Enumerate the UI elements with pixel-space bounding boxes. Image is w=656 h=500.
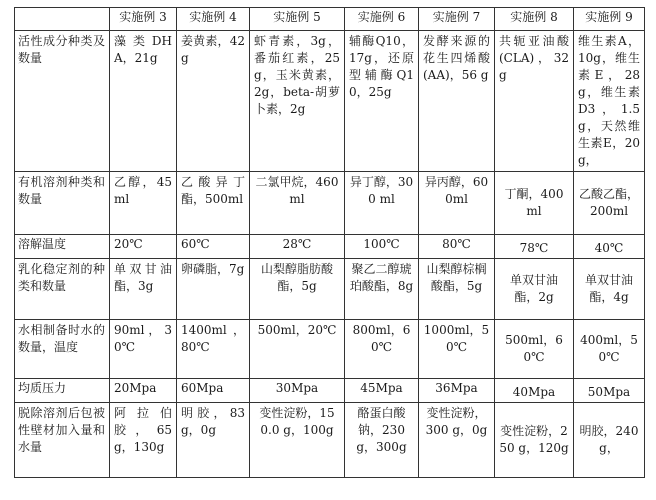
row-label: 有机溶剂种类和数量 bbox=[15, 172, 110, 235]
header-example-4: 实施例 4 bbox=[177, 8, 250, 31]
table-cell: 聚乙二醇琥珀酸酯，8g bbox=[345, 259, 419, 320]
table-row-wall-material bbox=[15, 403, 645, 478]
table-cell: 姜黄素，42g bbox=[177, 31, 250, 172]
table-cell: 二氯甲烷，460 ml bbox=[250, 172, 345, 235]
table-cell: 辅酶Q10，17g，还原型辅酶Q10，25g bbox=[345, 31, 419, 172]
row-label: 溶解温度 bbox=[15, 235, 110, 259]
row-label: 水相制备时水的数量，温度 bbox=[15, 320, 110, 379]
header-example-8: 实施例 8 bbox=[495, 8, 574, 31]
table-cell: 山梨醇脂肪酸酯，5g bbox=[250, 259, 345, 320]
table-cell: 单双甘油酯，2g bbox=[495, 259, 574, 320]
table-cell: 变性淀粉，150.0 g，100g bbox=[250, 403, 345, 478]
table-cell: 明胶，83 g，0g bbox=[177, 403, 250, 478]
table-cell: 1400ml，80℃ bbox=[177, 320, 250, 379]
table-cell: 40℃ bbox=[574, 235, 645, 259]
table-cell: 藻类DHA，21g bbox=[110, 31, 177, 172]
table-cell: 异丁醇，300 ml bbox=[345, 172, 419, 235]
table-cell: 20Mpa bbox=[110, 379, 177, 403]
header-corner-cell bbox=[15, 8, 110, 31]
table-cell: 500ml，60℃ bbox=[495, 320, 574, 379]
table-cell: 50Mpa bbox=[574, 379, 645, 403]
header-example-6: 实施例 6 bbox=[345, 8, 419, 31]
table-cell: 丁酮，400ml bbox=[495, 172, 574, 235]
header-example-7: 实施例 7 bbox=[419, 8, 495, 31]
table-row-homogenize-pressure bbox=[15, 379, 645, 403]
table-cell: 阿拉伯胶，65 g，130g bbox=[110, 403, 177, 478]
table-cell: 40Mpa bbox=[495, 379, 574, 403]
table-cell: 维生素A，10g，维生素E，28 g，维生素D3，1.5 g，天然维生素E，20 g， bbox=[574, 31, 645, 172]
table-row-organic-solvent bbox=[15, 172, 645, 235]
table-row-emulsifier bbox=[15, 259, 645, 320]
row-label: 脱除溶剂后包被性壁材加入量和水量 bbox=[15, 403, 110, 478]
table-cell: 乙酸异丁酯，500ml bbox=[177, 172, 250, 235]
table-cell: 30Mpa bbox=[250, 379, 345, 403]
table-cell: 单双甘油酯，4g bbox=[574, 259, 645, 320]
table-cell: 100℃ bbox=[345, 235, 419, 259]
table-cell: 卵磷脂，7g bbox=[177, 259, 250, 320]
table-cell: 36Mpa bbox=[419, 379, 495, 403]
table-cell: 乙醇，45ml bbox=[110, 172, 177, 235]
table-cell: 28℃ bbox=[250, 235, 345, 259]
table-cell: 90ml，30℃ bbox=[110, 320, 177, 379]
table-cell: 单双甘油酯，3g bbox=[110, 259, 177, 320]
row-label: 活性成分种类及数量 bbox=[15, 31, 110, 172]
table-cell: 变性淀粉，250 g，120g bbox=[495, 403, 574, 478]
header-example-9: 实施例 9 bbox=[574, 8, 645, 31]
table-cell: 400ml，50℃ bbox=[574, 320, 645, 379]
row-label: 乳化稳定剂的种类和数量 bbox=[15, 259, 110, 320]
table-cell: 酪蛋白酸钠，230 g，300g bbox=[345, 403, 419, 478]
table-cell: 山梨醇棕榈酸酯，5g bbox=[419, 259, 495, 320]
table-cell: 20℃ bbox=[110, 235, 177, 259]
table-cell: 80℃ bbox=[419, 235, 495, 259]
header-example-3: 实施例 3 bbox=[110, 8, 177, 31]
table-cell: 异丙醇，600ml bbox=[419, 172, 495, 235]
table-cell: 明胶，240 g， bbox=[574, 403, 645, 478]
table-cell: 60℃ bbox=[177, 235, 250, 259]
table-cell: 1000ml，50℃ bbox=[419, 320, 495, 379]
table-cell: 500ml，20℃ bbox=[250, 320, 345, 379]
table-row-water-phase bbox=[15, 320, 645, 379]
table-cell: 发酵来源的花生四烯酸(AA)，56 g bbox=[419, 31, 495, 172]
table-row-dissolve-temperature bbox=[15, 235, 645, 259]
table-cell: 虾青素，3g，番茄红素，25g，玉米黄素，2g，beta-胡萝卜素，2g bbox=[250, 31, 345, 172]
table-cell: 78℃ bbox=[495, 235, 574, 259]
table-row-active-ingredient bbox=[15, 31, 645, 172]
table-cell: 变性淀粉，300 g，0g bbox=[419, 403, 495, 478]
row-label: 均质压力 bbox=[15, 379, 110, 403]
formulation-table bbox=[14, 7, 645, 478]
table-cell: 共轭亚油酸(CLA)，32g bbox=[495, 31, 574, 172]
table-cell: 乙酸乙酯，200ml bbox=[574, 172, 645, 235]
table-cell: 45Mpa bbox=[345, 379, 419, 403]
header-example-5: 实施例 5 bbox=[250, 8, 345, 31]
header-row bbox=[15, 8, 645, 31]
table-cell: 60Mpa bbox=[177, 379, 250, 403]
table-cell: 800ml，60℃ bbox=[345, 320, 419, 379]
